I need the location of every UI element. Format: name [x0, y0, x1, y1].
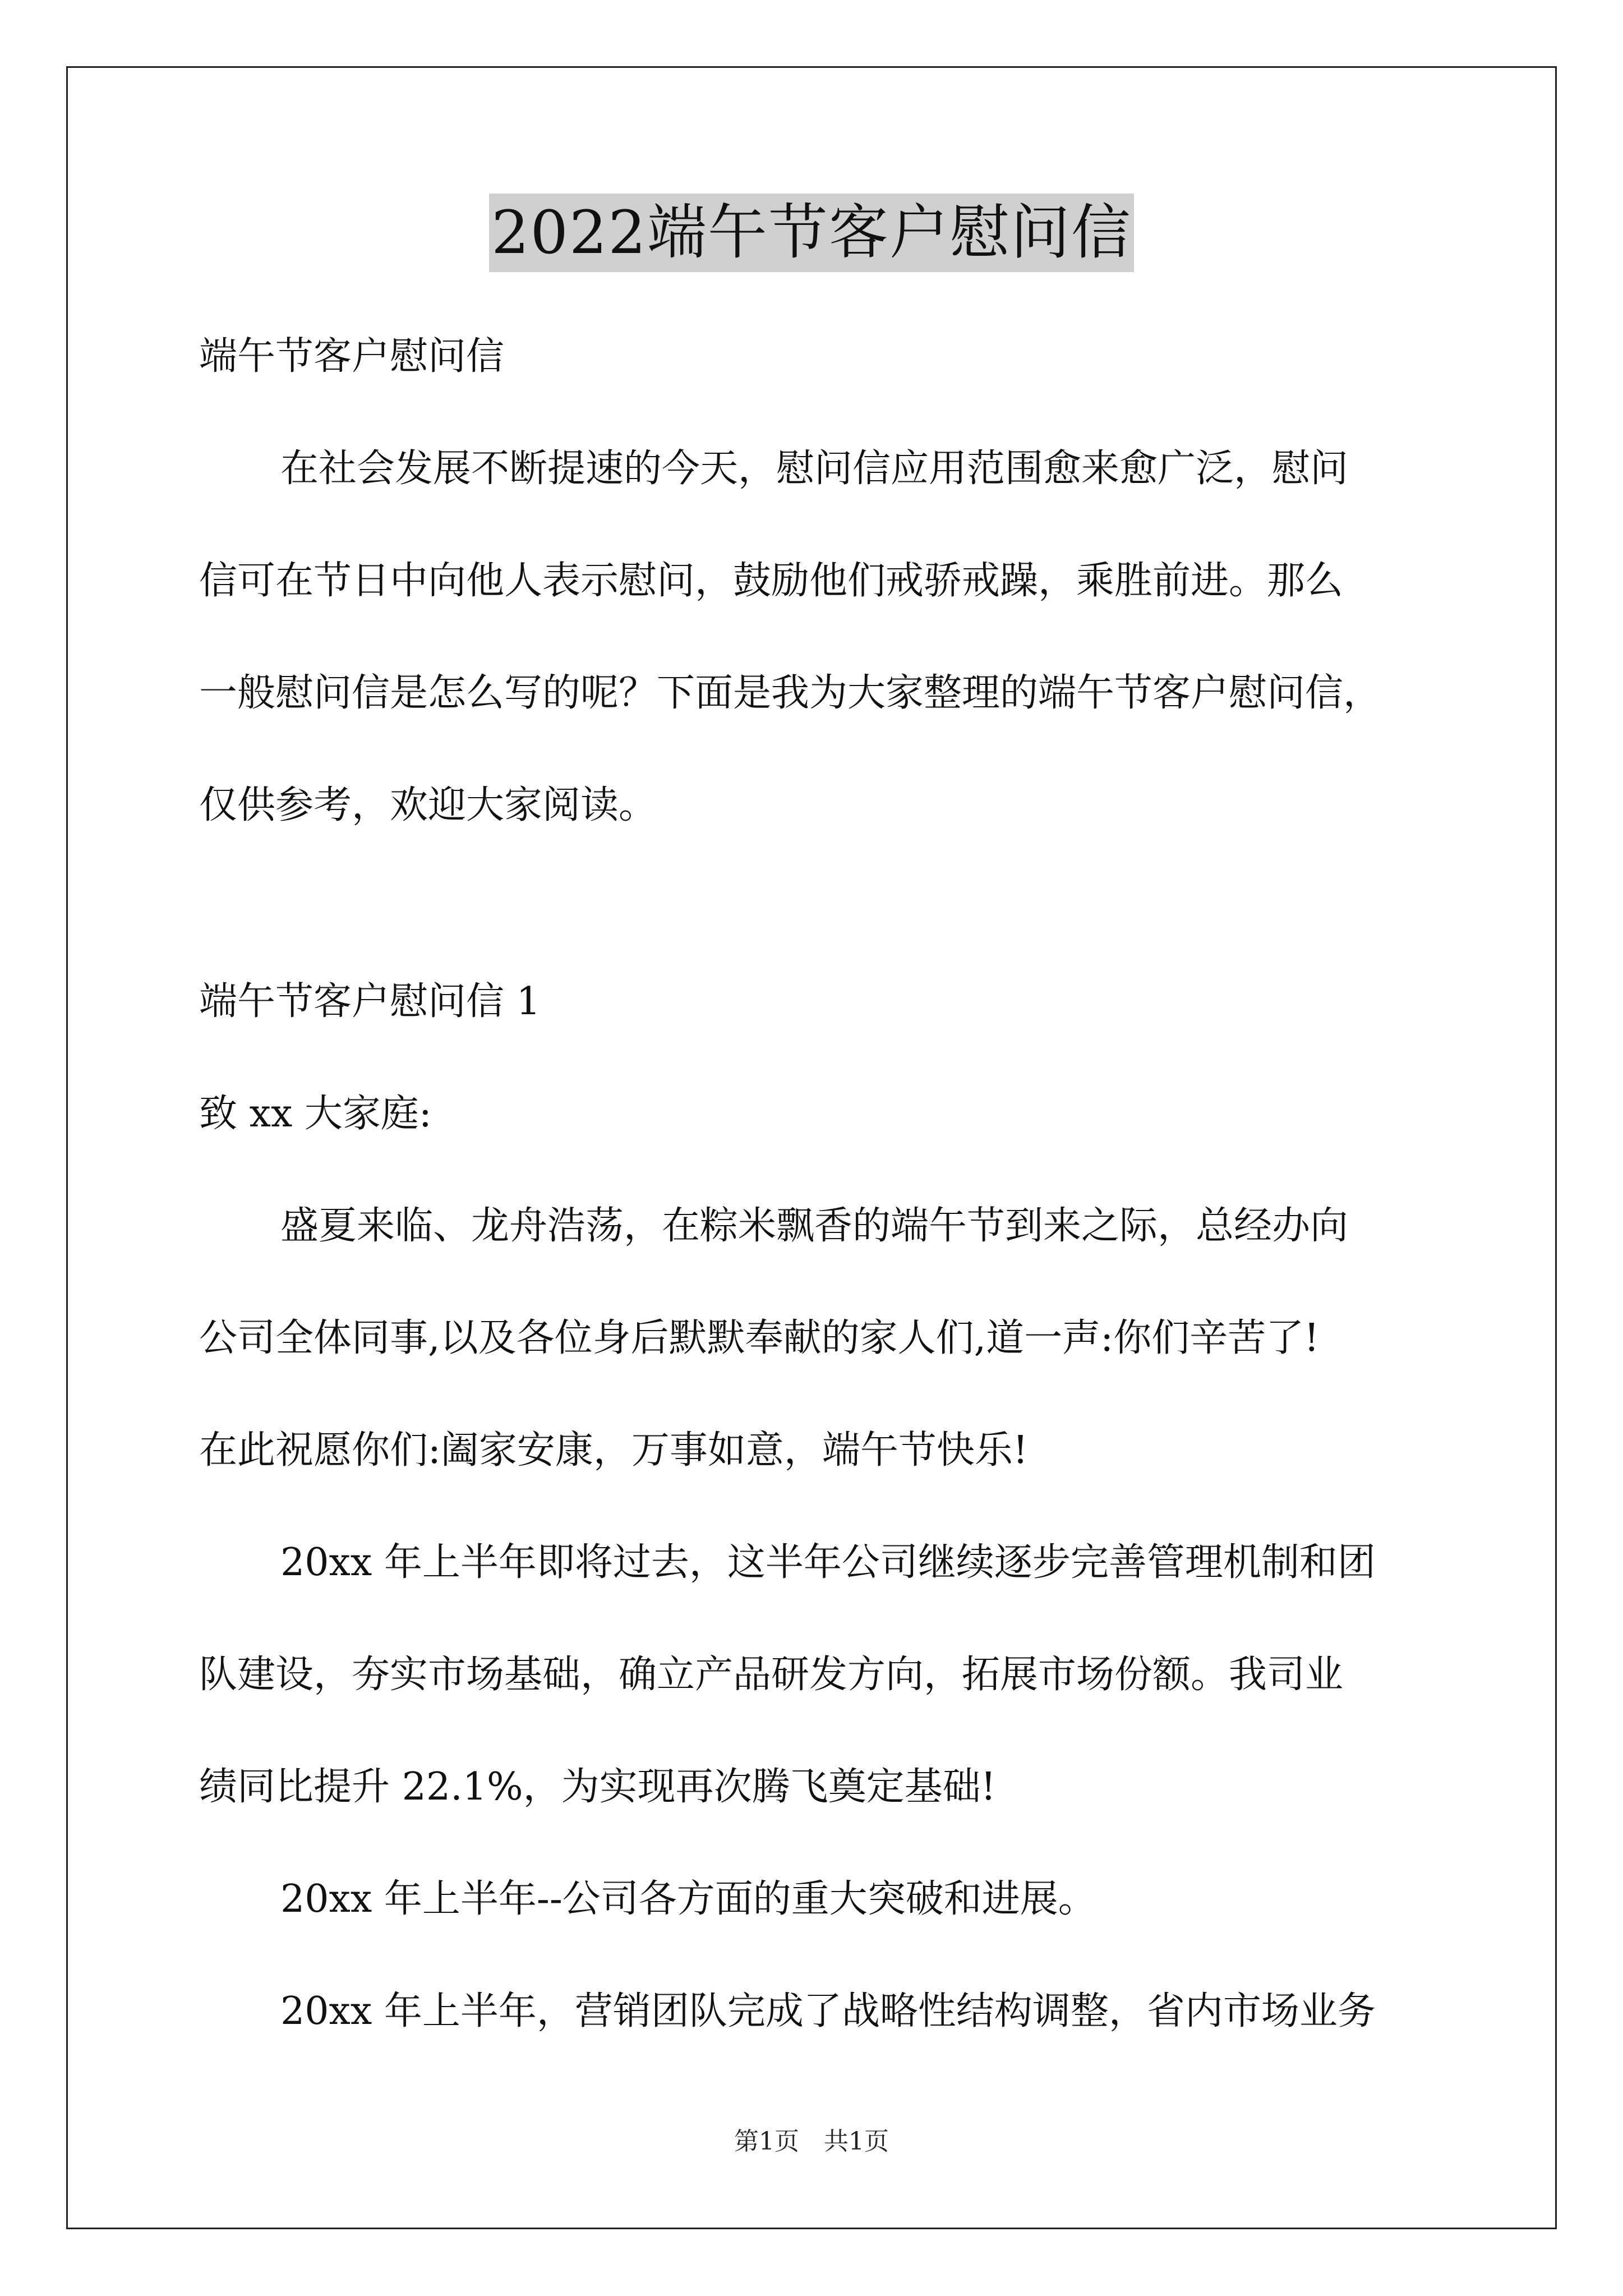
body-line: 在此祝愿你们:阖家安康，万事如意，端午节快乐! — [199, 1428, 1029, 1473]
page-footer: 第1页 共1页 — [734, 2127, 889, 2156]
body-line: 20xx 年上半年--公司各方面的重大突破和进展。 — [280, 1877, 1096, 1921]
title-wrap — [0, 194, 1623, 272]
body-line: 在社会发展不断提速的今天，慰问信应用范围愈来愈广泛，慰问 — [280, 447, 1349, 491]
body-line: 队建设，夯实市场基础，确立产品研发方向，拓展市场份额。我司业 — [199, 1653, 1344, 1697]
body-line: 一般慰问信是怎么写的呢？下面是我为大家整理的端午节客户慰问信， — [199, 671, 1382, 715]
body-line: 信可在节日中向他人表示慰问，鼓励他们戒骄戒躁，乘胜前进。那么 — [199, 559, 1344, 603]
document-title: 2022端午节客户慰问信 — [489, 194, 1134, 272]
body-line: 端午节客户慰问信 — [199, 334, 505, 379]
salutation: 致 xx 大家庭: — [199, 1092, 432, 1136]
section-heading: 端午节客户慰问信 1 — [199, 979, 541, 1024]
body-line: 20xx 年上半年即将过去，这半年公司继续逐步完善管理机制和团 — [280, 1540, 1376, 1585]
body-line: 20xx 年上半年，营销团队完成了战略性结构调整，省内市场业务 — [280, 1989, 1376, 2033]
body-line: 仅供参考，欢迎大家阅读。 — [199, 783, 657, 827]
body-line: 绩同比提升 22.1%，为实现再次腾飞奠定基础! — [199, 1765, 996, 1809]
body-line: 公司全体同事,以及各位身后默默奉献的家人们,道一声:你们辛苦了! — [199, 1316, 1320, 1360]
body-line: 盛夏来临、龙舟浩荡，在粽米飘香的端午节到来之际，总经办向 — [280, 1204, 1349, 1248]
